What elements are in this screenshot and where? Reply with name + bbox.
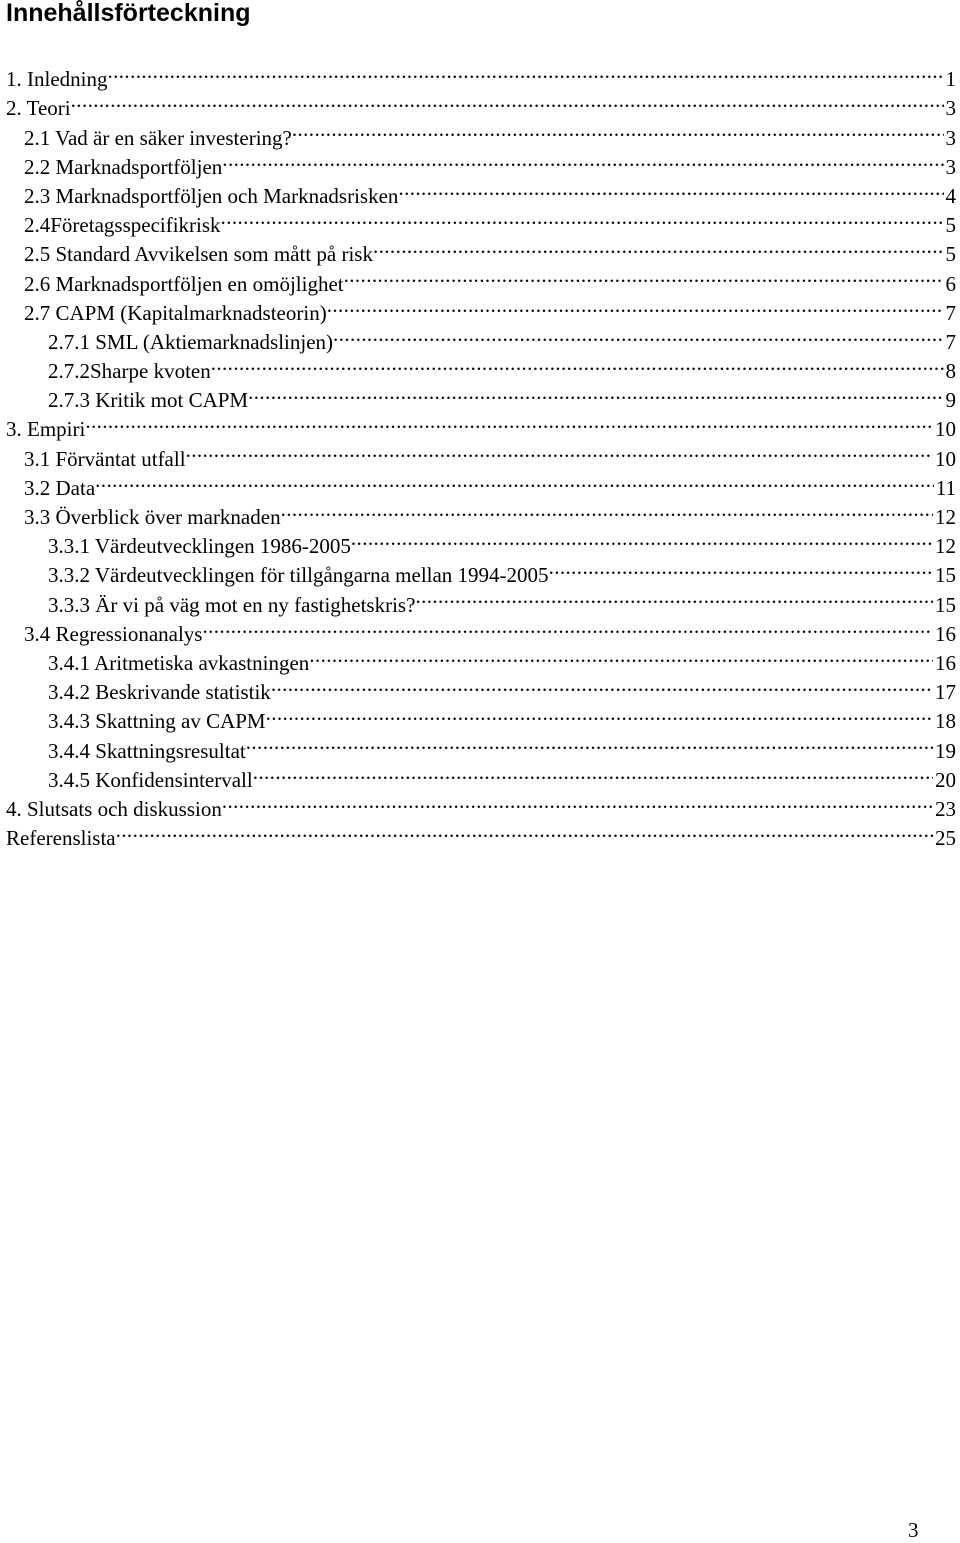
toc-entry-page: 16: [935, 621, 956, 646]
toc-entry-page: 12: [935, 505, 956, 529]
toc-entry-label: 2.6 Marknadsportföljen en omöjlighet: [24, 271, 344, 296]
toc-entry-label: 2.7 CAPM (Kapitalmarknadsteorin): [24, 300, 327, 325]
toc-entry[interactable]: [0, 57, 960, 92]
toc-entry-label: 3.2 Data: [24, 475, 96, 500]
toc-dot-leader: [248, 378, 943, 407]
toc-entry-page: 3: [945, 96, 956, 121]
toc-entry-page: 17: [935, 680, 956, 705]
toc-entry-label: 3.4.3 Skattning av CAPM: [48, 709, 266, 734]
toc-dot-leader: [186, 436, 933, 465]
toc-entry-page: 8: [945, 359, 956, 384]
toc-entry-label: 3.4.1 Aritmetiska avkastningen: [48, 650, 310, 675]
toc-entry[interactable]: [0, 466, 960, 500]
toc-entry-page: 1: [945, 67, 956, 92]
toc-entry-label: 2.7.1 SML (Aktiemarknadslinjen): [48, 329, 334, 354]
toc-entry[interactable]: [0, 436, 960, 471]
toc-entry-page: 5: [945, 242, 956, 267]
toc-entry-page: 7: [945, 329, 956, 354]
toc-dot-leader: [266, 699, 933, 728]
toc-entry-label: 3.4.5 Konfidensintervall: [48, 767, 253, 792]
toc-entry-label: 3.3.3 Är vi på väg mot en ny fastighetskris?: [48, 592, 416, 617]
toc-entry-label: 2.4Företagsspecifikrisk: [24, 213, 221, 238]
toc-entry-label: 2.1 Vad är en säker investering?: [24, 125, 292, 150]
toc-entry-page: 15: [935, 563, 956, 588]
toc-entry-label: 1. Inledning: [6, 67, 108, 92]
toc-entry-page: 15: [935, 592, 956, 617]
toc-entry-label: 2.7.2Sharpe kvoten: [48, 359, 211, 384]
toc-entry-label: 2.3 Marknadsportföljen och Marknadsrisken: [24, 183, 399, 208]
toc-entry-page: 12: [935, 534, 956, 559]
toc-entry-label: 3.1 Förväntat utfall: [24, 446, 186, 471]
toc-dot-leader: [415, 582, 933, 611]
toc-entry-page: 23: [935, 796, 956, 821]
toc-dot-leader: [202, 612, 933, 641]
toc-dot-leader: [398, 174, 943, 203]
toc-entry-page: 25: [935, 826, 956, 851]
toc-dot-leader: [271, 670, 933, 699]
toc-dot-leader: [95, 466, 934, 495]
toc-dot-leader: [253, 758, 933, 787]
toc-entry-page: 9: [945, 388, 956, 413]
toc-dot-leader: [549, 553, 933, 582]
toc-entry-label: 3.4.4 Skattningsresultat: [48, 738, 246, 763]
toc-entry-page: 18: [935, 709, 956, 734]
toc-dot-leader: [327, 291, 944, 320]
toc-entry-label: 3.4.2 Beskrivande statistik: [48, 680, 271, 705]
toc-entry-label: Referenslista: [6, 826, 116, 851]
toc-entry-label: 4. Slutsats och diskussion: [6, 796, 222, 821]
toc-entry-label: 3. Empiri: [6, 417, 86, 442]
toc-entry[interactable]: [0, 86, 960, 121]
toc-entry-page: 6: [945, 271, 956, 296]
toc-entry[interactable]: [0, 115, 960, 150]
toc-dot-leader: [281, 495, 933, 524]
toc-entry-label: 3.3 Överblick över marknaden: [24, 505, 281, 529]
toc-entry-label: 3.3.1 Värdeutvecklingen 1986-2005: [48, 534, 351, 559]
toc-dot-leader: [351, 524, 933, 553]
toc-entry-page: 7: [945, 300, 956, 325]
toc-dot-leader: [71, 86, 944, 115]
toc-entry[interactable]: [0, 495, 960, 529]
toc-dot-leader: [292, 115, 944, 144]
toc-entry-page: 10: [935, 446, 956, 471]
toc-entry-page: 3: [945, 154, 956, 179]
toc-dot-leader: [309, 641, 933, 670]
toc-dot-leader: [344, 261, 944, 290]
toc-entry-page: 19: [935, 738, 956, 763]
toc-dot-leader: [373, 232, 944, 261]
toc-dot-leader: [116, 816, 933, 845]
toc-entry-label: 3.4 Regressionanalys: [24, 621, 203, 646]
toc-dot-leader: [333, 320, 943, 349]
toc-entry-page: 10: [935, 417, 956, 442]
toc-dot-leader: [211, 349, 944, 378]
toc-dot-leader: [222, 787, 933, 816]
toc-dot-leader: [85, 407, 933, 436]
toc-entry-page: 5: [945, 213, 956, 238]
toc-entry-label: 2.7.3 Kritik mot CAPM: [48, 388, 249, 413]
toc-entry-label: 2.2 Marknadsportföljen: [24, 154, 223, 179]
toc-entry[interactable]: [0, 407, 960, 442]
toc-entry-page: 4: [945, 183, 956, 208]
toc-dot-leader: [246, 728, 933, 757]
toc-dot-leader: [222, 145, 943, 174]
toc-entry-page: 3: [945, 125, 956, 150]
toc-entry-page: 16: [935, 650, 956, 675]
toc-entry-page: 20: [935, 767, 956, 792]
toc-dot-leader: [221, 203, 944, 232]
toc-entry-label: 3.3.2 Värdeutvecklingen för tillgångarna mellan 1994-2005: [48, 563, 549, 588]
table-of-contents: [0, 57, 960, 851]
page-title: Innehållsförteckning: [6, 0, 251, 27]
toc-entry-label: 2.5 Standard Avvikelsen som mått på risk: [24, 242, 373, 267]
toc-dot-leader: [107, 57, 943, 86]
toc-entry-page: 11: [935, 475, 956, 500]
toc-entry-label: 2. Teori: [6, 96, 71, 121]
toc-entry[interactable]: [0, 816, 960, 851]
page-number: 3: [908, 1518, 919, 1542]
